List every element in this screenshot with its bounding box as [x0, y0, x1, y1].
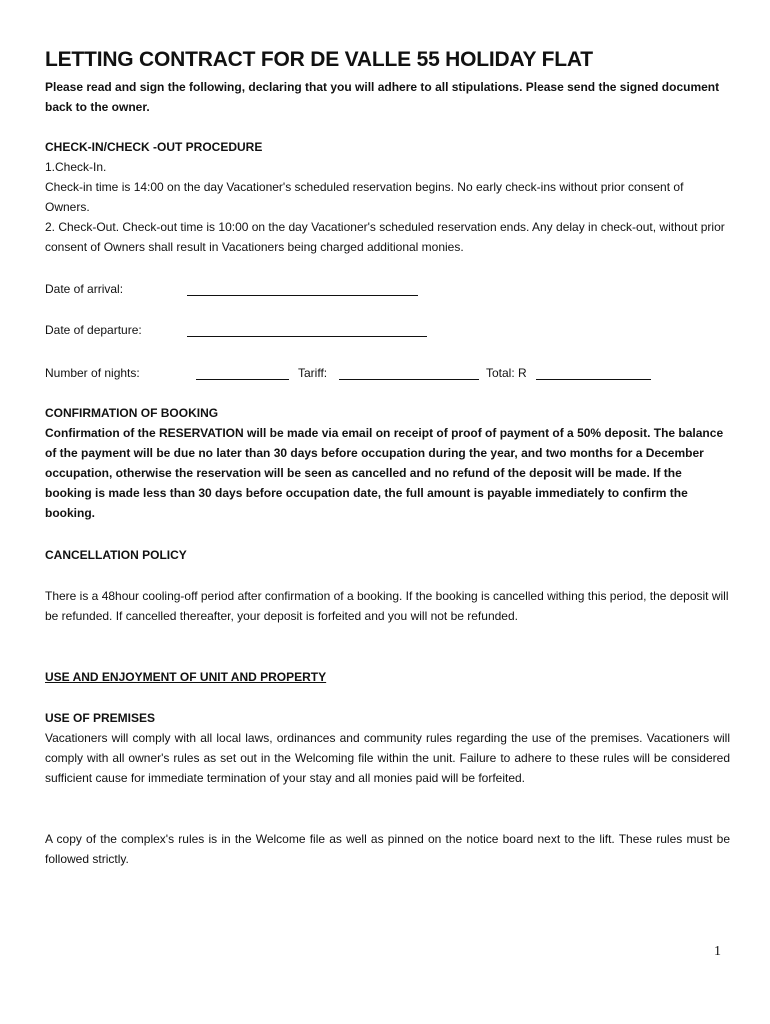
premises-text-2: A copy of the complex's rules is in the Welcome file as well as pinned on the notice board next to the lift. These rules must be followed strictly.: [45, 832, 730, 866]
cancellation-heading: CANCELLATION POLICY: [45, 548, 187, 562]
departure-field[interactable]: [187, 336, 427, 337]
use-enjoyment-heading: USE AND ENJOYMENT OF UNIT AND PROPERTY: [45, 670, 327, 684]
premises-section-2: [45, 829, 730, 869]
checkin-heading: CHECK-IN/CHECK -OUT PROCEDURE: [45, 140, 263, 154]
checkin-item1-text: Check-in time is 14:00 on the day Vacationer's scheduled reservation begins. No early check-ins without prior consent of Owners.: [45, 180, 684, 214]
intro-instructions: Please read and sign the following, declaring that you will adhere to all stipulations. Please send the signed document back to the owner.: [45, 80, 720, 114]
premises-heading: USE OF PREMISES: [45, 711, 156, 725]
page-number: 1: [714, 944, 721, 959]
arrival-field[interactable]: [187, 295, 418, 296]
tariff-field[interactable]: [339, 379, 479, 380]
premises-section: [45, 708, 730, 788]
cancellation-section: [45, 586, 730, 626]
confirmation-heading: CONFIRMATION OF BOOKING: [45, 406, 219, 420]
confirmation-section: [45, 403, 730, 523]
arrival-label: Date of arrival:: [45, 282, 124, 296]
cancellation-text: There is a 48hour cooling-off period after confirmation of a booking. If the booking is cancelled withing this period, the deposit will be refunded. If cancelled thereafter, your deposit is forfeited and you will not be refunded.: [45, 589, 729, 623]
document-title: LETTING CONTRACT FOR DE VALLE 55 HOLIDAY FLAT: [45, 48, 593, 71]
checkout-item2-text: 2. Check-Out. Check-out time is 10:00 on the day Vacationer's scheduled reservation ends. Any delay in check-out, without prior consent of Owners shall result in Vacationers being charged additional monies.: [45, 220, 725, 254]
premises-text: Vacationers will comply with all local laws, ordinances and community rules regarding the use of the premises. Vacationers will comply with all owner's rules as set out in the Welcoming file within the unit. Failure to adhere to these rules will be considered sufficient cause for immediate termination of your stay and all monies paid will be forfeited.: [45, 731, 730, 785]
use-enjoyment-block: [45, 667, 730, 687]
departure-label: Date of departure:: [45, 323, 142, 337]
checkin-item1-title: 1.Check-In.: [45, 160, 107, 174]
checkin-section: [45, 137, 730, 257]
total-field[interactable]: [536, 379, 651, 380]
cancellation-heading-block: [45, 545, 730, 565]
nights-label: Number of nights:: [45, 366, 140, 380]
confirmation-text: Confirmation of the RESERVATION will be made via email on receipt of proof of payment of a 50% deposit. The balance of the payment will be due no later than 30 days before occupation during the year, and two months for a December occupation, otherwise the reservation will be seen as cancelled and no refund of the deposit will be made. If the booking is made less than 30 days before occupation date, the full amount is payable immediately to confirm the booking.: [45, 426, 724, 520]
tariff-label: Tariff:: [298, 366, 328, 380]
nights-field[interactable]: [196, 379, 289, 380]
total-label: Total: R: [486, 366, 527, 380]
